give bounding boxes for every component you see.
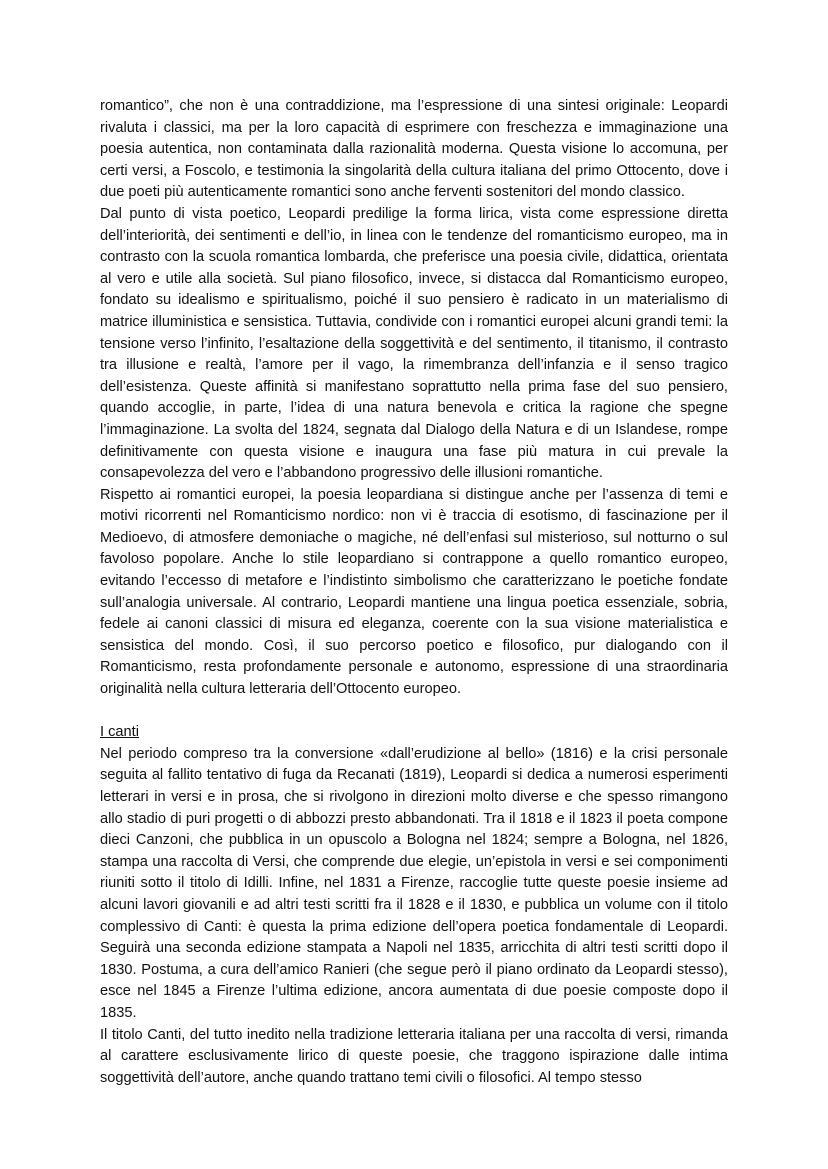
paragraph-differenze-romantici: Rispetto ai romantici europei, la poesia leopardiana si distingue anche per l’assenza di temi e motivi ricorrenti nel Romanticismo nordico: non vi è traccia di esotismo, di fascinazione per il Medioevo, di atmosfere demoniache o magiche, né dell’enfasi sul misterioso, sul notturno o sul favoloso popolare. Anche lo stile leopardiano si contrappone a quello romantico europeo, evitando l’eccesso di metafore e l’indistinto simbolismo che caratterizzano le poetiche fondate sull’analogia universale. Al contrario, Leopardi mantiene una lingua poetica essenziale, sobria, fedele ai canoni classici di misura ed eleganza, coerente con la sua visione materialistica e sensistica del mondo. Così, il suo percorso poetico e filosofico, pur dialogando con il Romanticismo, resta profondamente personale e autonomo, espressione di una straordinaria originalità nella cultura letteraria dell’Ottocento europeo. xyxy=(100,486,728,698)
section-spacer xyxy=(100,701,728,723)
paragraph-titolo-canti: Il titolo Canti, del tutto inedito nella tradizione letteraria italiana per una raccolta di versi, rimanda al carattere esclusivamente lirico di queste poesie, che traggono ispirazione dalle intima soggettività dell’autore, anche quando trattano temi civili o filosofici. Al tempo stesso xyxy=(100,1026,728,1086)
paragraph-genesi-canti: Nel periodo compreso tra la conversione «dall’erudizione al bello» (1816) e la crisi personale seguita al fallito tentativo di fuga da Recanati (1819), Leopardi si dedica a numerosi esperimenti letterari in versi e in prosa, che si rivolgono in direzioni molto diverse e che spesso rimangono allo stadio di puri progetti o di abbozzi presto abbandonati. Tra il 1818 e il 1823 il poeta compone dieci Canzoni, che pubblica in un opuscolo a Bologna nel 1824; sempre a Bologna, nel 1826, stampa una raccolta di Versi, che comprende due elegie, un’epistola in versi e sei componimenti riuniti sotto il titolo di Idilli. Infine, nel 1831 a Firenze, raccoglie tutte queste poesie insieme ad alcuni lavori giovanili e ad altri testi scritti fra il 1828 e il 1830, e pubblica un volume con il titolo complessivo di Canti: è questa la prima edizione dell’opera poetica fondamentale di Leopardi. Seguirà una seconda edizione stampata a Napoli nel 1835, arricchita di altri testi scritti dopo il 1830. Postuma, a cura dell’amico Ranieri (che segue però il piano ordinato da Leopardi stesso), esce nel 1845 a Firenze l’ultima edizione, ancora aumentata di due poesie composte dopo il 1835. xyxy=(100,745,728,1021)
document-page xyxy=(100,96,728,1089)
paragraph-poetica-filosofia: Dal punto di vista poetico, Leopardi predilige la forma lirica, vista come espressione diretta dell’interiorità, dei sentimenti e dell’io, in linea con le tendenze del romanticismo europeo, ma in contrasto con la scuola romantica lombarda, che preferisce una poesia civile, didattica, orientata al vero e utile alla società. Sul piano filosofico, invece, si distacca dal Romanticismo europeo, fondato su idealismo e spiritualismo, poiché il suo pensiero è radicato in un materialismo di matrice illuministica e sensistica. Tuttavia, condivide con i romantici europei alcuni grandi temi: la tensione verso l’infinito, l’esaltazione della soggettività e del sentimento, il titanismo, il contrasto tra illusione e realtà, l’amore per il vago, la rimembranza dell’infanzia e il senso tragico dell’esistenza. Queste affinità si manifestano soprattutto nella prima fase del suo pensiero, quando accoglie, in parte, l’idea di una natura benevola e critica la ragione che spegne l’immaginazione. La svolta del 1824, segnata dal Dialogo della Natura e di un Islandese, rompe definitivamente con questa visione e inaugura una fase più matura in cui prevale la consapevolezza del vero e l’abbandono progressivo delle illusioni romantiche. xyxy=(100,205,728,482)
paragraph-romanticismo-classicismo: romantico”, che non è una contraddizione, ma l’espressione di una sintesi originale: Leopardi rivaluta i classici, ma per la loro capacità di esprimere con freschezza e immaginazione una poesia autentica, non contaminata dalla razionalità moderna. Questa visione lo accomuna, per certi versi, a Foscolo, e testimonia la singolarità della cultura italiana del primo Ottocento, dove i due poeti più autenticamente romantici sono anche ferventi sostenitori del mondo classico. xyxy=(100,98,728,201)
section-heading: I canti xyxy=(100,724,139,741)
